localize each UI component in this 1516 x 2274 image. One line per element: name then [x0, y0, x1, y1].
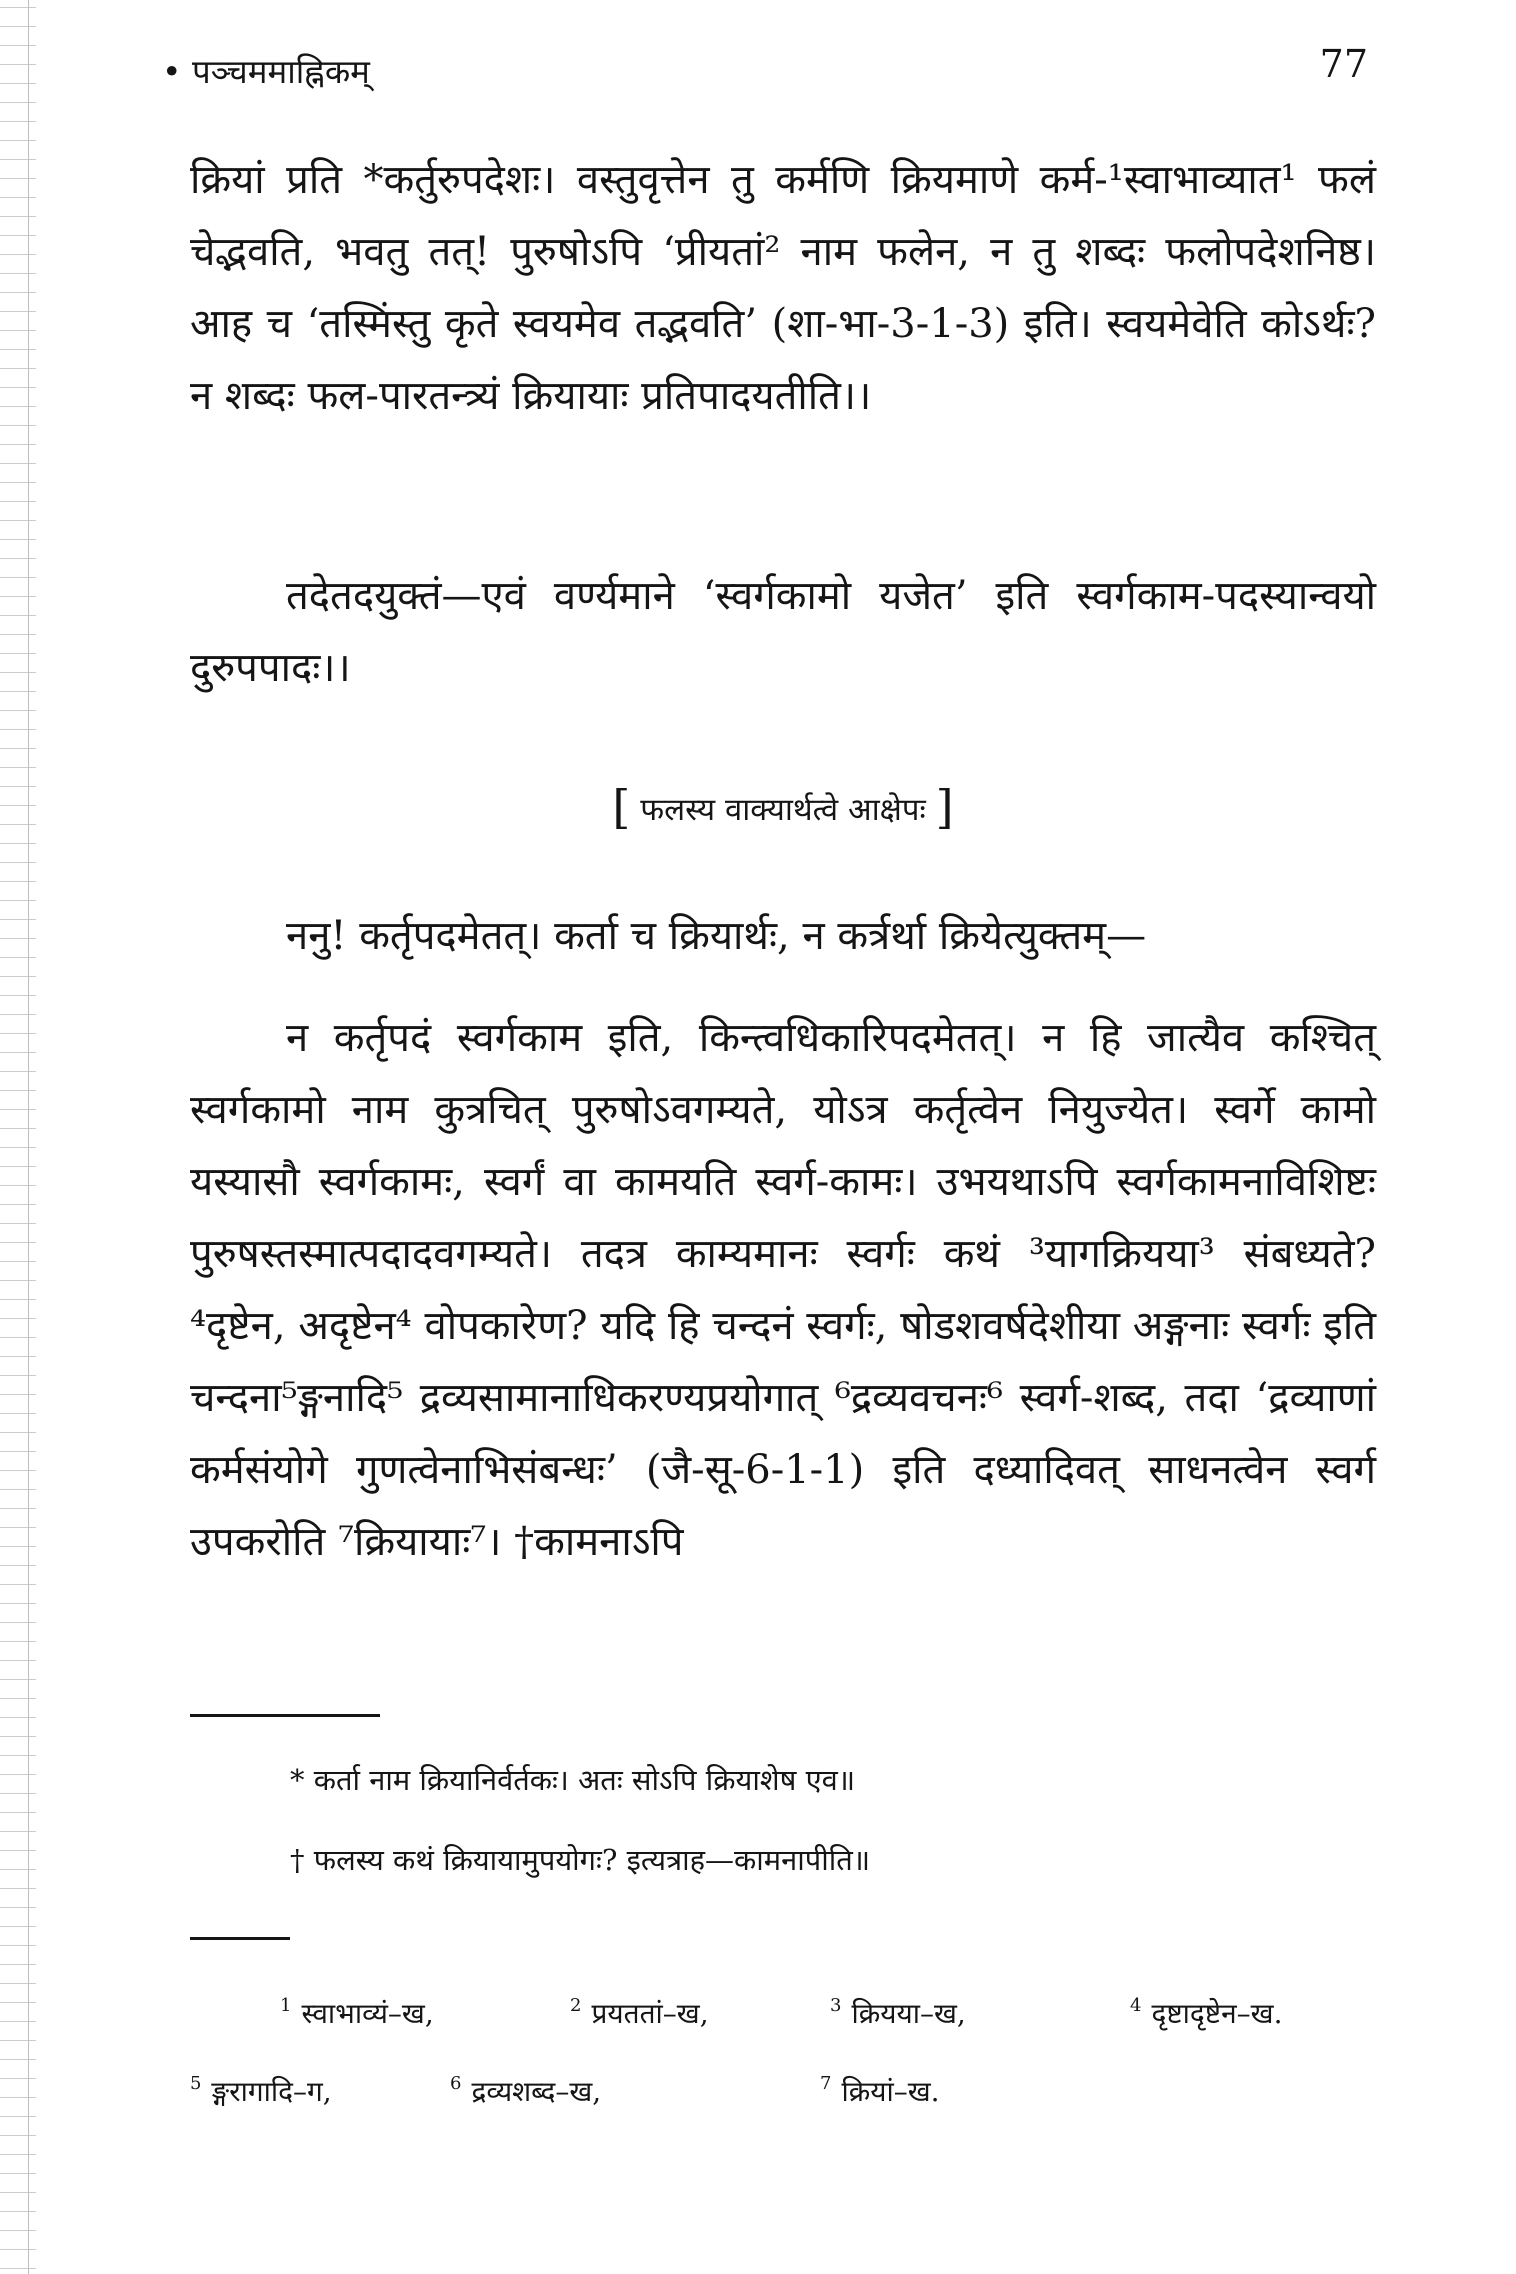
section-heading-text: फलस्य वाक्यार्थत्वे आक्षेपः	[640, 792, 926, 828]
variant-text: द्रव्यशब्द–ख,	[471, 2075, 602, 2108]
body-paragraph: न कर्तृपदं स्वर्गकाम इति, किन्त्वधिकारिपदमेतत्। न हि जात्यैव कश्चित् स्वर्गकामो नाम कुत्रचित् पुरुषोऽवगम्यते, योऽत्र कर्तृत्वेन नियुज्येत। स्वर्गे कामो यस्यासौ स्वर्गकामः, स्वर्गं वा कामयति स्वर्ग-कामः। उभयथाऽपि स्वर्गकामनाविशिष्टः पुरुषस्तस्मात्पदादवगम्यते। तदत्र काम्यमानः स्वर्गः कथं ³यागक्रियया³ संबध्यते? ⁴दृष्टेन, अदृष्टेन⁴ वोपकारेण? यदि हि चन्दनं स्वर्गः, षोडशवर्षदेशीया अङ्गनाः स्वर्गः इति चन्दना⁵ङ्गनादि⁵ द्रव्यसामानाधिकरण्यप्रयोगात् ⁶द्रव्यवचनः⁶ स्वर्ग-शब्द, तदा ‘द्रव्याणां कर्मसंयोगे गुणत्वेनाभिसंबन्धः’ (जै-सू-6-1-1) इति दध्यादिवत् साधनत्वेन स्वर्ग उपकरोति ⁷क्रियायाः⁷। †कामनाऽपि	[190, 1015, 1376, 1565]
variant-reading	[1130, 1994, 1283, 2032]
variant-number: 4	[1130, 1995, 1142, 2016]
body-paragraph: ननु! कर्तृपदमेतत्। कर्ता च क्रियार्थः, न कर्त्रर्था क्रियेत्युक्तम्—	[286, 913, 1147, 959]
footnote: * कर्ता नाम क्रियानिर्वर्तकः। अतः सोऽपि क्रियाशेष एव॥	[290, 1763, 856, 1797]
binding-line	[28, 0, 29, 2274]
variant-reading	[450, 2072, 601, 2110]
running-header	[150, 42, 1390, 102]
variant-text: प्रयततां–ख,	[591, 1997, 709, 2030]
body-paragraph: तदेतदयुक्तं—एवं वर्ण्यमाने ‘स्वर्गकामो यजेत’ इति स्वर्गकाम-पदस्यान्वयो दुरुपपादः।।	[190, 573, 1376, 691]
bracket-right: ]	[935, 780, 954, 834]
variant-reading	[570, 1994, 709, 2032]
page-number: 77	[1319, 42, 1368, 86]
variant-number: 6	[450, 2073, 462, 2094]
variant-text: स्वाभाव्यं–ख,	[301, 1997, 434, 2030]
variants-rule	[190, 1937, 290, 1940]
variant-reading	[280, 1994, 434, 2032]
footnote: † फलस्य कथं क्रियायामुपयोगः? इत्यत्राह—कामनापीति॥	[290, 1843, 871, 1877]
variant-reading	[820, 2072, 940, 2110]
variant-number: 7	[820, 2073, 832, 2094]
variant-text: क्रियां–ख.	[841, 2075, 940, 2108]
variant-reading	[830, 1994, 966, 2032]
section-heading	[190, 780, 1376, 834]
variant-reading	[190, 2072, 332, 2110]
bracket-left: [	[612, 780, 631, 834]
binding-edge	[0, 0, 36, 2274]
footnote-rule	[190, 1714, 380, 1717]
variant-number: 5	[190, 2073, 202, 2094]
variant-text: क्रियया–ख,	[851, 1997, 966, 2030]
body-paragraph: क्रियां प्रति *कर्तुरुपदेशः। वस्तुवृत्तेन तु कर्मणि क्रियमाणे कर्म-¹स्वाभाव्यात¹ फलं चेद्भवति, भवतु तत्! पुरुषोऽपि ‘प्रीयतां² नाम फलेन, न तु शब्दः फलोपदेशनिष्ठ। आह च ‘तस्मिंस्तु कृते स्वयमेव तद्भवति’ (शा-भा-3-1-3) इति। स्वयमेवेति कोऽर्थः? न शब्दः फल-पारतन्त्र्यं क्रियायाः प्रतिपादयतीति।।	[190, 157, 1376, 419]
variant-number: 1	[280, 1995, 292, 2016]
variant-number: 2	[570, 1995, 582, 2016]
running-head: • पञ्चममाह्निकम्	[162, 52, 370, 91]
variant-text: दृष्टादृष्टेन–ख.	[1151, 1997, 1283, 2030]
variant-text: ङ्गरागादि–ग,	[211, 2075, 332, 2108]
variant-number: 3	[830, 1995, 842, 2016]
